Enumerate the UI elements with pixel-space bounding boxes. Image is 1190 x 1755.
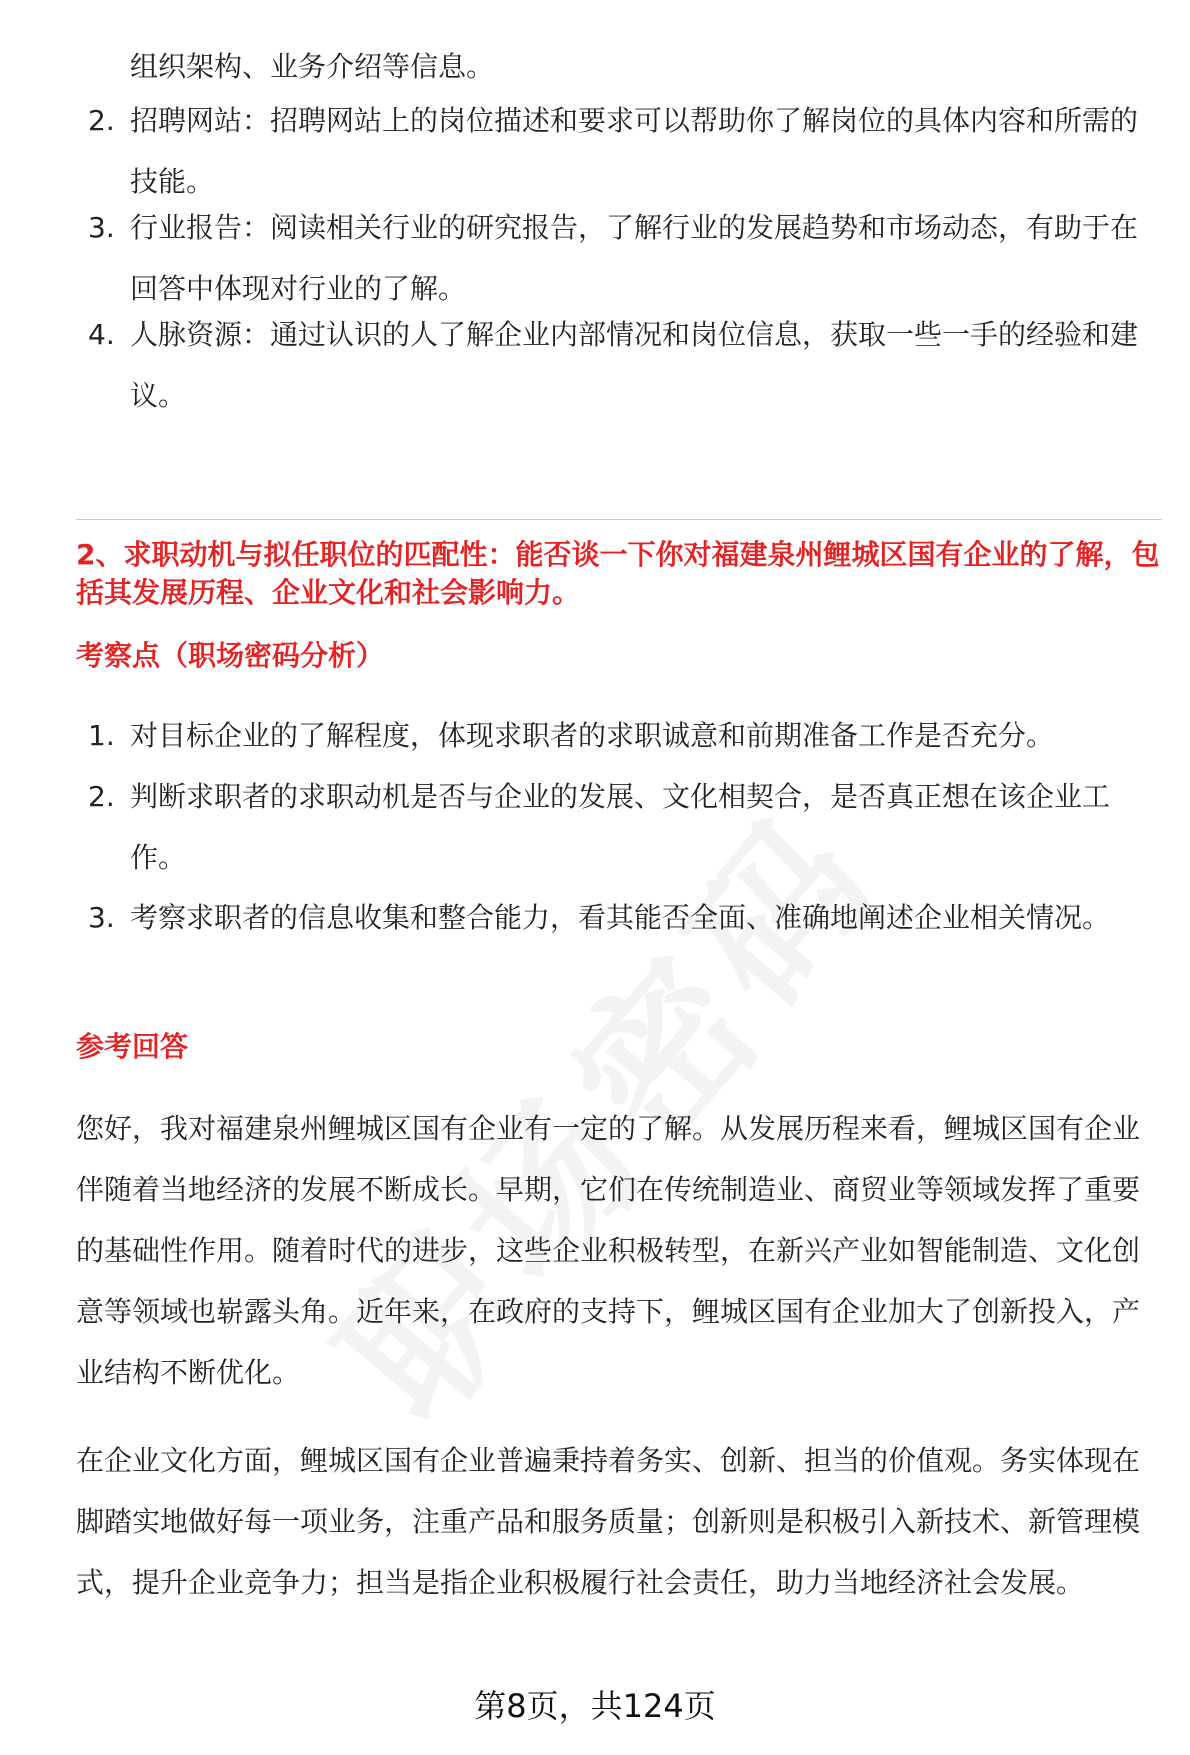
page-number: 第8页，共124页 <box>474 1687 716 1725</box>
list-text: 考察求职者的信息收集和整合能力，看其能否全面、准确地阐述企业相关情况。 <box>130 901 1111 934</box>
list-text: 组织架构、业务介绍等信息。 <box>130 50 495 83</box>
list-number: 2. <box>88 780 115 813</box>
list-text: 人脉资源：通过认识的人了解企业内部情况和岗位信息，获取一些一手的经验和建议。 <box>130 318 1139 412</box>
list-text: 对目标企业的了解程度，体现求职者的求职诚意和前期准备工作是否充分。 <box>130 719 1055 752</box>
list-text: 招聘网站：招聘网站上的岗位描述和要求可以帮助你了解岗位的具体内容和所需的技能。 <box>130 104 1139 198</box>
answer-paragraph: 您好，我对福建泉州鲤城区国有企业有一定的了解。从发展历程来看，鲤城区国有企业伴随着当地经济的发展不断成长。早期，它们在传统制造业、商贸业等领域发挥了重要的基础性作用。随着时代的进步，这些企业积极转型，在新兴产业如智能制造、文化创意等领域也崭露头角。近年来，在政府的支持下，鲤城区国有企业加大了创新投入，产业结构不断优化。 <box>76 1112 1141 1389</box>
examine-heading: 考察点（职场密码分析） <box>76 639 385 672</box>
list-number: 1. <box>88 719 115 752</box>
list-number: 4. <box>88 318 115 351</box>
section-divider <box>76 519 1162 520</box>
list-number: 2. <box>88 104 115 137</box>
list-text: 行业报告：阅读相关行业的研究报告，了解行业的发展趋势和市场动态，有助于在回答中体现对行业的了解。 <box>130 211 1139 305</box>
answer-heading: 参考回答 <box>76 1030 189 1063</box>
list-text: 判断求职者的求职动机是否与企业的发展、文化相契合，是否真正想在该企业工作。 <box>130 780 1111 874</box>
answer-paragraph: 在企业文化方面，鲤城区国有企业普遍秉持着务实、创新、担当的价值观。务实体现在脚踏实地做好每一项业务，注重产品和服务质量；创新则是积极引入新技术、新管理模式，提升企业竞争力；担当是指企业积极履行社会责任，助力当地经济社会发展。 <box>76 1444 1141 1599</box>
question-title: 2、求职动机与拟任职位的匹配性：能否谈一下你对福建泉州鲤城区国有企业的了解，包括其发展历程、企业文化和社会影响力。 <box>76 538 1160 609</box>
list-number: 3. <box>88 901 115 934</box>
list-number: 3. <box>88 211 115 244</box>
